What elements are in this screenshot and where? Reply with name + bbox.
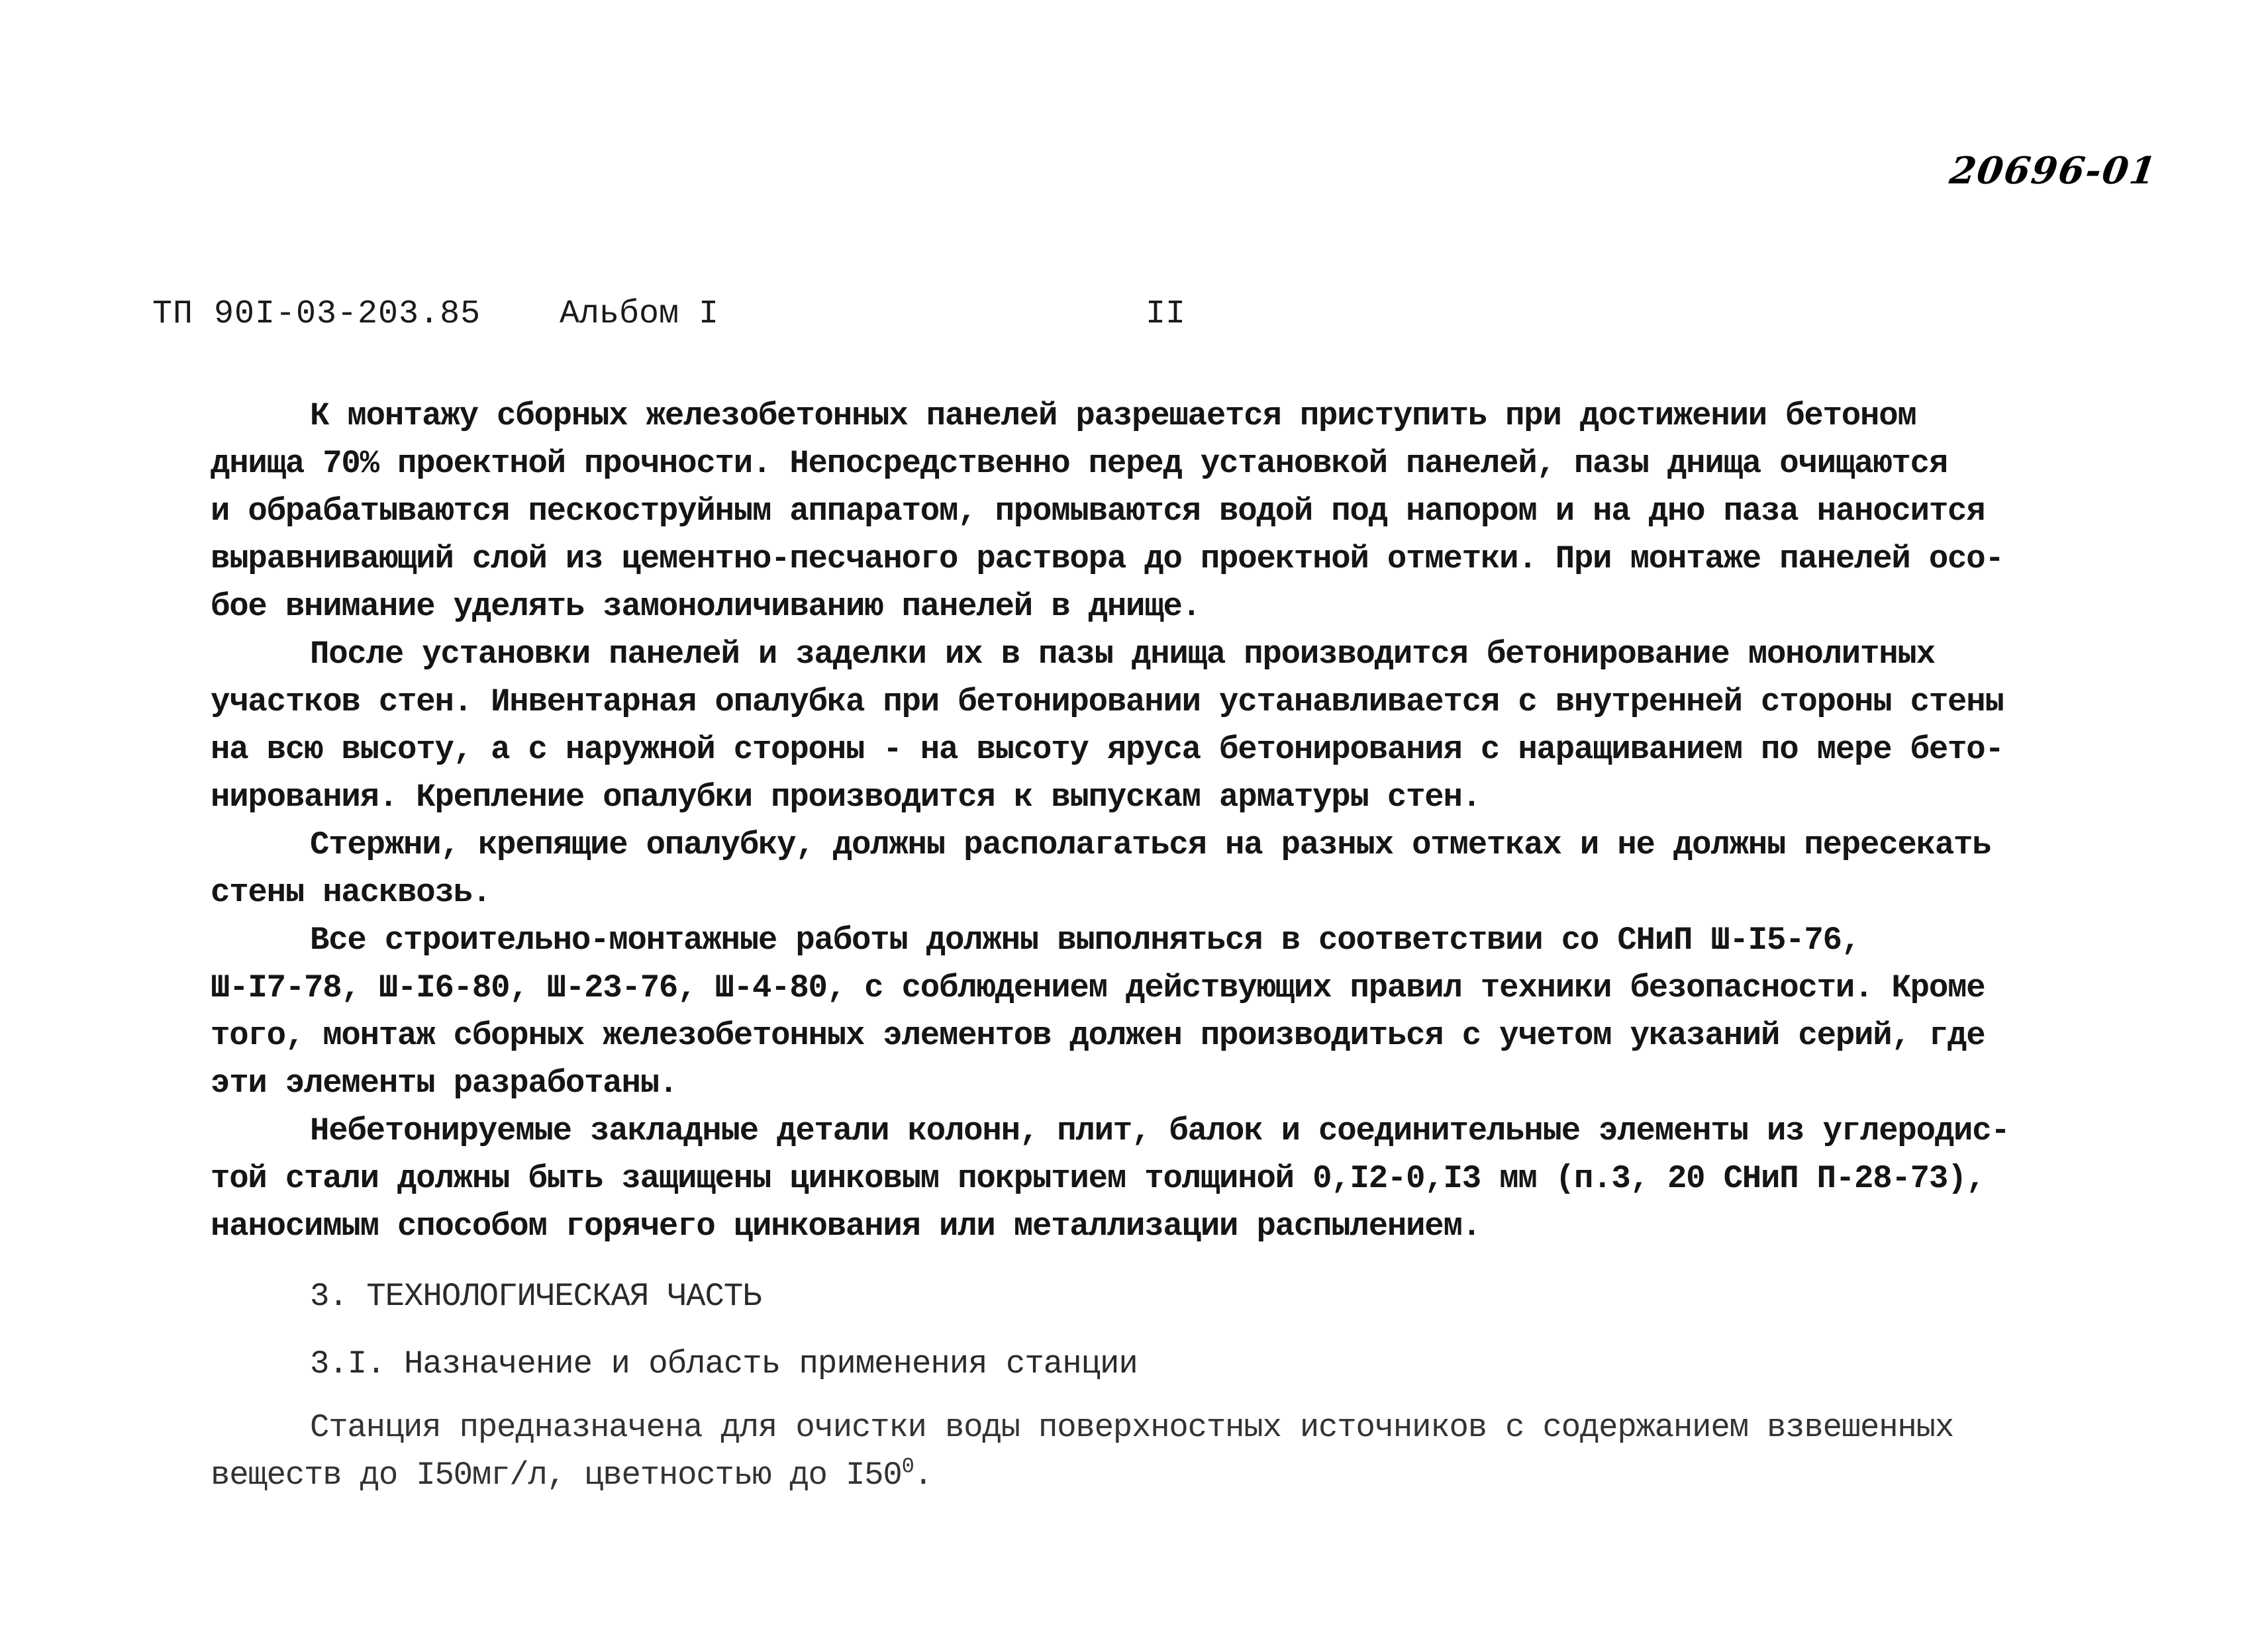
text-line: и обрабатываются пескоструйным аппаратом, промываются водой под напором и на дно паза наносится xyxy=(211,493,1985,530)
text-line: участков стен. Инвентарная опалубка при бетонировании устанавливается с внутренней стороны стены xyxy=(211,683,2004,720)
text-line: Стержни, крепящие опалубку, должны располагаться на разных отметках и не должны пересекать xyxy=(310,826,1991,863)
document-code: ТП 90I-03-203.85 xyxy=(152,295,481,333)
text-line: После установки панелей и заделки их в пазы днища производится бетонирование монолитных xyxy=(310,636,1935,673)
body-text xyxy=(211,392,2091,1250)
archive-number: 20696-01 xyxy=(1947,149,2160,193)
text-line: эти элементы разработаны. xyxy=(211,1065,678,1102)
text-line: той стали должны быть защищены цинковым покрытием толщиной 0,I2-0,I3 мм (п.3, 20 СНиП П-28-73), xyxy=(211,1160,1985,1197)
text-span: веществ до I50мг/л, цветностью до I50 xyxy=(211,1457,902,1494)
text-line: К монтажу сборных железобетонных панелей разрешается приступить при достижении бетоном xyxy=(310,397,1916,434)
text-span: . xyxy=(913,1457,932,1494)
subsection-heading: 3.I. Назначение и область применения станции xyxy=(310,1345,1138,1382)
album-label: Альбом I xyxy=(560,295,719,333)
text-line: Ш-I7-78, Ш-I6-80, Ш-23-76, Ш-4-80, с соблюдением действующих правил техники безопасности. Кроме xyxy=(211,969,1985,1006)
text-line: стены насквозь. xyxy=(211,874,491,911)
text-line: Станция предназначена для очистки воды поверхностных источников с содержанием взвешенных xyxy=(310,1409,1954,1446)
page-number: II xyxy=(1146,295,1186,333)
paragraph-2 xyxy=(211,630,2091,821)
paragraph-3 xyxy=(211,821,2091,916)
degree-superscript: 0 xyxy=(901,1454,914,1479)
page-header xyxy=(152,291,2139,338)
paragraph-1 xyxy=(211,392,2091,630)
text-line: Небетонируемые закладные детали колонн, плит, балок и соединительные элементы из углеродис- xyxy=(310,1112,2010,1149)
text-line: выравнивающий слой из цементно-песчаного раствора до проектной отметки. При монтаже панелей осо- xyxy=(211,540,2004,577)
text-line: бое внимание уделять замоноличиванию панелей в днище. xyxy=(211,588,1201,625)
text-line: днища 70% проектной прочности. Непосредственно перед установкой панелей, пазы днища очищаются xyxy=(211,445,1948,482)
section-heading: 3. ТЕХНОЛОГИЧЕСКАЯ ЧАСТЬ xyxy=(310,1278,762,1315)
text-line: наносимым способом горячего цинкования или металлизации распылением. xyxy=(211,1208,1481,1245)
paragraph-4 xyxy=(211,916,2091,1107)
text-line: на всю высоту, а с наружной стороны - на высоту яруса бетонирования с наращиванием по мере бето- xyxy=(211,731,2004,768)
paragraph-5 xyxy=(211,1107,2091,1250)
purpose-paragraph xyxy=(211,1404,2091,1499)
text-line: нирования. Крепление опалубки производится к выпускам арматуры стен. xyxy=(211,779,1481,816)
text-line: того, монтаж сборных железобетонных элементов должен производиться с учетом указаний серий, где xyxy=(211,1017,1985,1054)
text-line: Все строительно-монтажные работы должны выполняться в соответствии со СНиП Ш-I5-76, xyxy=(310,922,1860,959)
text-line xyxy=(211,1451,2091,1499)
